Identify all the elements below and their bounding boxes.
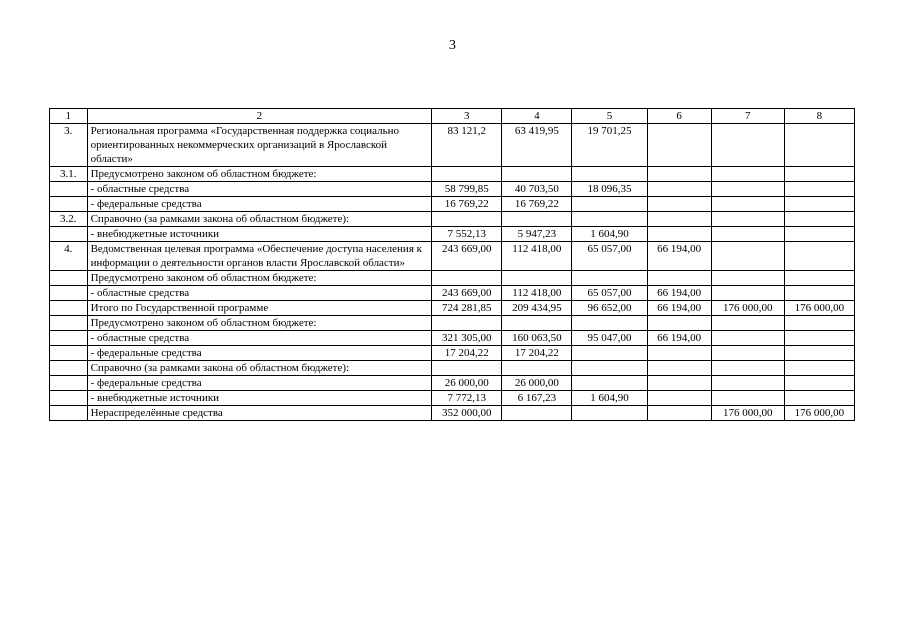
header-row: [50, 109, 855, 124]
row-number-cell: [50, 301, 88, 316]
row-name-cell: Итого по Государственной программе: [87, 301, 432, 316]
value-cell-col6: [647, 124, 711, 167]
value-cell-col6: [647, 212, 711, 227]
table-row: [50, 182, 855, 197]
value-cell-col5: [572, 197, 647, 212]
value-cell-col7: 176 000,00: [711, 301, 784, 316]
row-number-cell: [50, 331, 88, 346]
value-cell-col8: [784, 227, 854, 242]
row-name-cell: Предусмотрено законом об областном бюджете:: [87, 316, 432, 331]
value-cell-col8: [784, 197, 854, 212]
value-cell-col7: [711, 167, 784, 182]
value-cell-col4: 112 418,00: [502, 286, 572, 301]
value-cell-col7: [711, 346, 784, 361]
value-cell-col8: [784, 212, 854, 227]
row-name-cell: Ведомственная целевая программа «Обеспечение доступа населения к информации о деятельности органов власти Ярославской области»: [87, 242, 432, 271]
table-row: [50, 361, 855, 376]
value-cell-col4: 5 947,23: [502, 227, 572, 242]
row-number-cell: [50, 361, 88, 376]
value-cell-col3: 352 000,00: [432, 406, 502, 421]
table-row: [50, 331, 855, 346]
row-number-cell: [50, 346, 88, 361]
table-row: [50, 346, 855, 361]
row-name-cell: Справочно (за рамками закона об областном бюджете):: [87, 212, 432, 227]
value-cell-col5: [572, 316, 647, 331]
header-cell: 3: [432, 109, 502, 124]
value-cell-col6: [647, 271, 711, 286]
value-cell-col8: [784, 167, 854, 182]
value-cell-col3: 7 772,13: [432, 391, 502, 406]
value-cell-col4: 160 063,50: [502, 331, 572, 346]
value-cell-col3: 17 204,22: [432, 346, 502, 361]
row-name-cell: Региональная программа «Государственная поддержка социально ориентированных некоммерческих организаций в Ярославской области»: [87, 124, 432, 167]
value-cell-col4: [502, 212, 572, 227]
table-row: [50, 197, 855, 212]
table-row: [50, 316, 855, 331]
header-cell: 1: [50, 109, 88, 124]
value-cell-col8: [784, 331, 854, 346]
row-number-cell: [50, 406, 88, 421]
value-cell-col7: [711, 286, 784, 301]
value-cell-col6: [647, 316, 711, 331]
value-cell-col7: [711, 182, 784, 197]
value-cell-col8: [784, 182, 854, 197]
value-cell-col4: 40 703,50: [502, 182, 572, 197]
value-cell-col3: 58 799,85: [432, 182, 502, 197]
value-cell-col8: 176 000,00: [784, 301, 854, 316]
value-cell-col7: [711, 242, 784, 271]
value-cell-col8: [784, 376, 854, 391]
value-cell-col5: [572, 271, 647, 286]
value-cell-col4: [502, 271, 572, 286]
table-row: [50, 286, 855, 301]
budget-table: [49, 108, 855, 421]
value-cell-col4: 209 434,95: [502, 301, 572, 316]
value-cell-col5: 95 047,00: [572, 331, 647, 346]
row-number-cell: [50, 227, 88, 242]
value-cell-col5: 18 096,35: [572, 182, 647, 197]
table-row: [50, 301, 855, 316]
value-cell-col6: [647, 376, 711, 391]
table-row: [50, 212, 855, 227]
row-name-cell: Справочно (за рамками закона об областном бюджете):: [87, 361, 432, 376]
header-cell: 5: [572, 109, 647, 124]
row-name-cell: - областные средства: [87, 286, 432, 301]
value-cell-col4: 17 204,22: [502, 346, 572, 361]
row-name-cell: - федеральные средства: [87, 197, 432, 212]
value-cell-col7: 176 000,00: [711, 406, 784, 421]
table-row: [50, 376, 855, 391]
value-cell-col4: [502, 316, 572, 331]
value-cell-col7: [711, 376, 784, 391]
row-number-cell: [50, 182, 88, 197]
value-cell-col7: [711, 316, 784, 331]
value-cell-col5: [572, 406, 647, 421]
value-cell-col6: [647, 167, 711, 182]
value-cell-col5: [572, 376, 647, 391]
row-number-cell: 3.2.: [50, 212, 88, 227]
value-cell-col6: [647, 182, 711, 197]
row-number-cell: [50, 316, 88, 331]
value-cell-col3: [432, 167, 502, 182]
row-name-cell: - федеральные средства: [87, 346, 432, 361]
value-cell-col8: [784, 124, 854, 167]
value-cell-col3: [432, 316, 502, 331]
row-name-cell: - областные средства: [87, 182, 432, 197]
value-cell-col5: [572, 212, 647, 227]
table-row: [50, 242, 855, 271]
value-cell-col5: 19 701,25: [572, 124, 647, 167]
value-cell-col3: 83 121,2: [432, 124, 502, 167]
value-cell-col5: 96 652,00: [572, 301, 647, 316]
row-number-cell: 3.: [50, 124, 88, 167]
value-cell-col5: [572, 167, 647, 182]
value-cell-col8: [784, 391, 854, 406]
row-name-cell: Предусмотрено законом об областном бюджете:: [87, 271, 432, 286]
table-row: [50, 167, 855, 182]
table-row: [50, 227, 855, 242]
row-number-cell: [50, 391, 88, 406]
value-cell-col6: 66 194,00: [647, 331, 711, 346]
table-row: [50, 406, 855, 421]
value-cell-col5: 65 057,00: [572, 242, 647, 271]
header-cell: 7: [711, 109, 784, 124]
value-cell-col6: [647, 361, 711, 376]
value-cell-col4: 6 167,23: [502, 391, 572, 406]
value-cell-col7: [711, 361, 784, 376]
header-cell: 4: [502, 109, 572, 124]
value-cell-col8: [784, 286, 854, 301]
value-cell-col3: 243 669,00: [432, 286, 502, 301]
value-cell-col5: 1 604,90: [572, 391, 647, 406]
header-cell: 8: [784, 109, 854, 124]
value-cell-col6: [647, 197, 711, 212]
row-number-cell: [50, 271, 88, 286]
value-cell-col6: 66 194,00: [647, 242, 711, 271]
page-number: 3: [449, 38, 456, 53]
header-cell: 2: [87, 109, 432, 124]
row-name-cell: Нераспределённые средства: [87, 406, 432, 421]
value-cell-col5: [572, 361, 647, 376]
value-cell-col8: [784, 271, 854, 286]
value-cell-col3: 7 552,13: [432, 227, 502, 242]
row-name-cell: - внебюджетные источники: [87, 391, 432, 406]
row-number-cell: 3.1.: [50, 167, 88, 182]
row-number-cell: [50, 286, 88, 301]
value-cell-col4: 26 000,00: [502, 376, 572, 391]
value-cell-col8: [784, 316, 854, 331]
value-cell-col6: [647, 391, 711, 406]
value-cell-col6: [647, 346, 711, 361]
value-cell-col4: 112 418,00: [502, 242, 572, 271]
value-cell-col4: 16 769,22: [502, 197, 572, 212]
row-name-cell: Предусмотрено законом об областном бюджете:: [87, 167, 432, 182]
value-cell-col8: [784, 346, 854, 361]
value-cell-col3: [432, 212, 502, 227]
value-cell-col5: [572, 346, 647, 361]
row-number-cell: [50, 197, 88, 212]
table-body: [50, 109, 855, 421]
row-name-cell: - областные средства: [87, 331, 432, 346]
value-cell-col3: 724 281,85: [432, 301, 502, 316]
value-cell-col7: [711, 391, 784, 406]
value-cell-col3: 16 769,22: [432, 197, 502, 212]
value-cell-col3: 243 669,00: [432, 242, 502, 271]
row-name-cell: - внебюджетные источники: [87, 227, 432, 242]
table-row: [50, 391, 855, 406]
value-cell-col6: [647, 406, 711, 421]
value-cell-col6: [647, 227, 711, 242]
value-cell-col3: 321 305,00: [432, 331, 502, 346]
value-cell-col4: 63 419,95: [502, 124, 572, 167]
value-cell-col7: [711, 197, 784, 212]
value-cell-col6: 66 194,00: [647, 301, 711, 316]
value-cell-col8: [784, 242, 854, 271]
value-cell-col3: [432, 271, 502, 286]
value-cell-col8: [784, 361, 854, 376]
header-cell: 6: [647, 109, 711, 124]
value-cell-col7: [711, 124, 784, 167]
value-cell-col7: [711, 212, 784, 227]
row-name-cell: - федеральные средства: [87, 376, 432, 391]
row-number-cell: [50, 376, 88, 391]
value-cell-col7: [711, 331, 784, 346]
table-row: [50, 271, 855, 286]
value-cell-col5: 65 057,00: [572, 286, 647, 301]
value-cell-col5: 1 604,90: [572, 227, 647, 242]
value-cell-col8: 176 000,00: [784, 406, 854, 421]
value-cell-col7: [711, 227, 784, 242]
table-row: [50, 124, 855, 167]
value-cell-col4: [502, 406, 572, 421]
value-cell-col6: 66 194,00: [647, 286, 711, 301]
row-number-cell: 4.: [50, 242, 88, 271]
value-cell-col7: [711, 271, 784, 286]
value-cell-col3: [432, 361, 502, 376]
value-cell-col4: [502, 167, 572, 182]
value-cell-col3: 26 000,00: [432, 376, 502, 391]
value-cell-col4: [502, 361, 572, 376]
